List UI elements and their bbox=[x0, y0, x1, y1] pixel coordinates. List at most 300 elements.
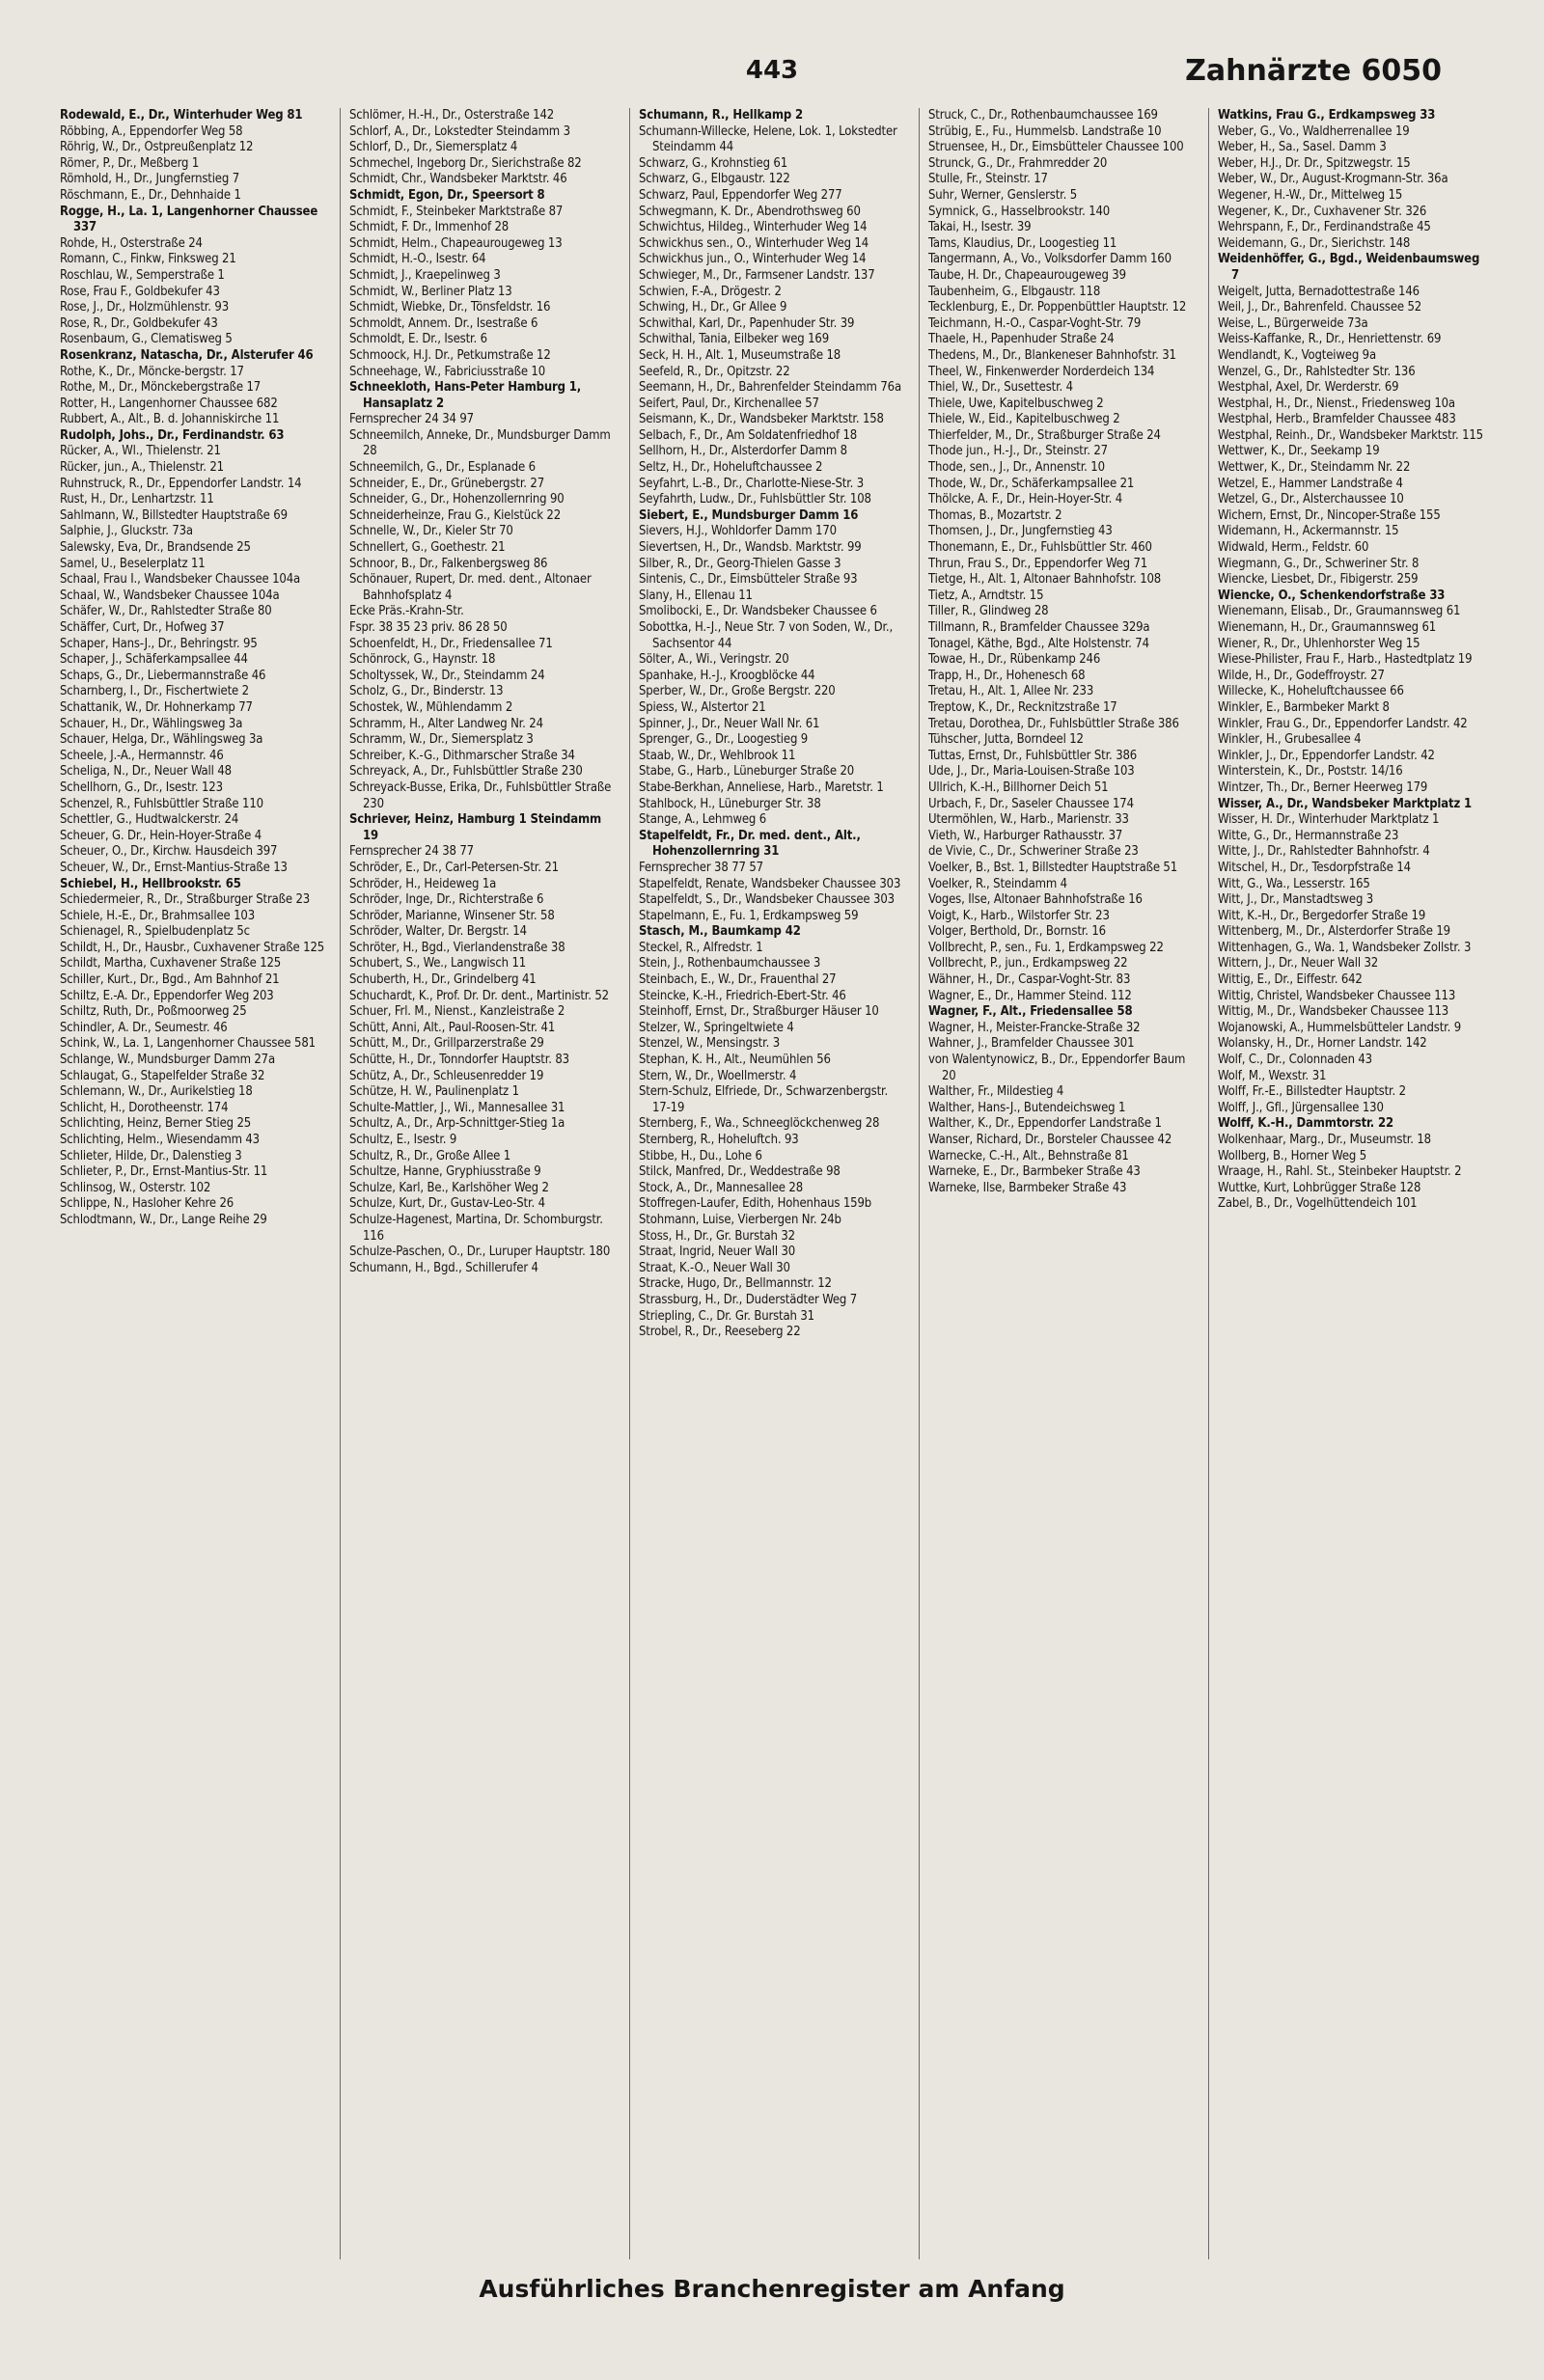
directory-entry: Voigt, K., Harb., Wilstorfer Str. 23 bbox=[928, 908, 1110, 923]
column-divider bbox=[629, 108, 630, 2259]
directory-entry: Schlieter, P., Dr., Ernst-Mantius-Str. 11 bbox=[60, 1164, 268, 1180]
directory-entry: Wettwer, K., Dr., Seekamp 19 bbox=[1218, 444, 1380, 459]
directory-entry: Weise, L., Bürgerweide 73a bbox=[1218, 315, 1368, 331]
directory-entry: Schwien, F.-A., Drögestr. 2 bbox=[639, 284, 782, 299]
directory-entry: Schumann, R., Hellkamp 2 bbox=[639, 108, 804, 123]
directory-entry: Stern-Schulz, Elfriede, Dr., Schwarzenbergstr. 17-19 bbox=[639, 1084, 889, 1115]
directory-entry: Schneehage, W., Fabriciusstraße 10 bbox=[349, 364, 546, 379]
directory-entry: Schwarz, Paul, Eppendorfer Weg 277 bbox=[639, 187, 842, 203]
directory-entry: Schostek, W., Mühlendamm 2 bbox=[349, 699, 513, 715]
directory-entry: Stabe-Berkhan, Anneliese, Harb., Maretstr. 1 bbox=[639, 780, 884, 795]
directory-entry: Wittenhagen, G., Wa. 1, Wandsbeker Zollstr. 3 bbox=[1218, 940, 1472, 955]
directory-entry: Witt, J., Dr., Manstadtsweg 3 bbox=[1218, 892, 1374, 908]
directory-entry: Weiss-Kaffanke, R., Dr., Henriettenstr. 69 bbox=[1218, 332, 1442, 347]
directory-entry: Wintzer, Th., Dr., Berner Heerweg 179 bbox=[1218, 780, 1428, 795]
directory-entry: Wähner, H., Dr., Caspar-Voght-Str. 83 bbox=[928, 972, 1131, 988]
directory-entry: Stracke, Hugo, Dr., Bellmannstr. 12 bbox=[639, 1276, 832, 1292]
directory-entry: Salewsky, Eva, Dr., Brandsende 25 bbox=[60, 540, 251, 556]
directory-entry: Sellhorn, H., Dr., Alsterdorfer Damm 8 bbox=[639, 444, 847, 459]
directory-entry: Schmoldt, E. Dr., Isestr. 6 bbox=[349, 332, 487, 347]
directory-entry: Stibbe, H., Du., Lohe 6 bbox=[639, 1148, 762, 1163]
directory-entry: Schlichting, Helm., Wiesendamm 43 bbox=[60, 1133, 260, 1147]
directory-entry: Smolibocki, E., Dr. Wandsbeker Chaussee 6 bbox=[639, 604, 877, 619]
directory-entry: Schröder, H., Heideweg 1a bbox=[349, 876, 497, 891]
directory-entry: Striepling, C., Dr. Gr. Burstah 31 bbox=[639, 1308, 814, 1324]
directory-entry: Fernsprecher 24 34 97 bbox=[349, 412, 474, 427]
directory-entry: Thomas, B., Mozartstr. 2 bbox=[928, 507, 1062, 523]
directory-entry: Schlorf, D., Dr., Siemersplatz 4 bbox=[349, 140, 518, 155]
directory-entry: Schmidt, Chr., Wandsbeker Marktstr. 46 bbox=[349, 172, 567, 187]
directory-entry: Thiele, W., Eid., Kapitelbuschweg 2 bbox=[928, 412, 1120, 427]
directory-entry: Schwithal, Karl, Dr., Papenhuder Str. 39 bbox=[639, 315, 855, 331]
directory-entry: Sperber, W., Dr., Große Bergstr. 220 bbox=[639, 684, 836, 699]
directory-entry: Westphal, Axel, Dr. Werderstr. 69 bbox=[1218, 380, 1399, 396]
directory-entry: Thölcke, A. F., Dr., Hein-Hoyer-Str. 4 bbox=[928, 492, 1122, 507]
directory-entry: Wolff, J., Gfl., Jürgensallee 130 bbox=[1218, 1100, 1384, 1115]
directory-entry: Voelker, R., Steindamm 4 bbox=[928, 876, 1067, 891]
directory-entry: Rudolph, Johs., Dr., Ferdinandstr. 63 bbox=[60, 427, 285, 443]
directory-entry: Wettwer, K., Dr., Steindamm Nr. 22 bbox=[1218, 460, 1411, 476]
directory-entry: Schönauer, Rupert, Dr. med. dent., Altonaer Bahnhofsplatz 4 bbox=[349, 572, 592, 603]
directory-entry: Schmidt, H.-O., Isestr. 64 bbox=[349, 252, 486, 267]
directory-entry: Stapelfeldt, Renate, Wandsbeker Chaussee 303 bbox=[639, 876, 901, 891]
directory-entry: Wetzel, G., Dr., Alsterchaussee 10 bbox=[1218, 492, 1404, 507]
directory-entry: Weil, J., Dr., Bahrenfeld. Chaussee 52 bbox=[1218, 300, 1422, 315]
directory-entry: Schiltz, Ruth, Dr., Poßmoorweg 25 bbox=[60, 1004, 247, 1020]
directory-entry: Schulze-Paschen, O., Dr., Luruper Hauptstr. 180 bbox=[349, 1245, 611, 1260]
directory-entry: Wegener, H.-W., Dr., Mittelweg 15 bbox=[1218, 187, 1403, 203]
directory-entry: Schnellert, G., Goethestr. 21 bbox=[349, 540, 506, 556]
section-title: Zahnärzte 6050 bbox=[1185, 54, 1442, 88]
directory-entry: Schaps, G., Dr., Liebermannstraße 46 bbox=[60, 668, 266, 683]
directory-entry: Schnelle, W., Dr., Kieler Str 70 bbox=[349, 524, 513, 539]
directory-entry: Winkler, J., Dr., Eppendorfer Landstr. 42 bbox=[1218, 748, 1435, 763]
directory-entry: Schwegmann, K. Dr., Abendrothsweg 60 bbox=[639, 204, 861, 219]
directory-entry: Schütt, M., Dr., Grillparzerstraße 29 bbox=[349, 1036, 544, 1052]
directory-entry: Thedens, M., Dr., Blankeneser Bahnhofstr. 31 bbox=[928, 347, 1176, 363]
directory-entry: Wiese-Philister, Frau F., Harb., Hastedtplatz 19 bbox=[1218, 652, 1473, 668]
directory-entry: Walther, Hans-J., Butendeichsweg 1 bbox=[928, 1100, 1126, 1115]
directory-entry: Wetzel, E., Hammer Landstraße 4 bbox=[1218, 476, 1403, 491]
directory-entry: Schneemilch, G., Dr., Esplanade 6 bbox=[349, 460, 536, 476]
directory-entry: Scholz, G., Dr., Binderstr. 13 bbox=[349, 684, 504, 699]
directory-entry: Wolff, K.-H., Dammtorstr. 22 bbox=[1218, 1116, 1393, 1132]
directory-entry: Schmoldt, Annem. Dr., Isestraße 6 bbox=[349, 315, 538, 331]
directory-entry: Thiele, Uwe, Kapitelbuschweg 2 bbox=[928, 396, 1104, 411]
directory-entry: Wittig, Christel, Wandsbeker Chaussee 113 bbox=[1218, 988, 1456, 1003]
directory-entry: Treptow, K., Dr., Recknitzstraße 17 bbox=[928, 699, 1117, 715]
directory-entry: Wolff, Fr.-E., Billstedter Hauptstr. 2 bbox=[1218, 1084, 1406, 1100]
directory-entry: Weidenhöffer, G., Bgd., Weidenbaumsweg 7 bbox=[1218, 252, 1480, 283]
directory-entry: Wittig, E., Dr., Eiffestr. 642 bbox=[1218, 972, 1363, 988]
directory-entry: Schmidt, F. Dr., Immenhof 28 bbox=[349, 220, 510, 235]
directory-entry: Widwald, Herm., Feldstr. 60 bbox=[1218, 540, 1369, 556]
directory-entry: Seismann, K., Dr., Wandsbeker Marktstr. 158 bbox=[639, 412, 884, 427]
directory-entry: Straat, Ingrid, Neuer Wall 30 bbox=[639, 1245, 796, 1260]
directory-entry: Symnick, G., Hasselbrookstr. 140 bbox=[928, 204, 1111, 219]
directory-entry: Schulte-Mattler, J., Wi., Mannesallee 31 bbox=[349, 1100, 565, 1115]
directory-entry: Stange, A., Lehmweg 6 bbox=[639, 812, 767, 828]
directory-entry: Schattanik, W., Dr. Hohnerkamp 77 bbox=[60, 699, 253, 715]
directory-entry: Rohde, H., Osterstraße 24 bbox=[60, 235, 203, 251]
directory-entry: Westphal, Herb., Bramfelder Chaussee 483 bbox=[1218, 412, 1456, 427]
directory-entry: Wichern, Ernst, Dr., Nincoper-Straße 155 bbox=[1218, 507, 1441, 523]
directory-entry: Weidemann, G., Dr., Sierichstr. 148 bbox=[1218, 235, 1411, 251]
directory-entry: Winkler, E., Barmbeker Markt 8 bbox=[1218, 699, 1390, 715]
directory-entry: Wilde, H., Dr., Godeffroystr. 27 bbox=[1218, 668, 1385, 683]
directory-entry: Schnoor, B., Dr., Falkenbergsweg 86 bbox=[349, 556, 548, 571]
directory-entry: Schwickhus sen., O., Winterhuder Weg 14 bbox=[639, 235, 869, 251]
directory-entry: Schütt, Anni, Alt., Paul-Roosen-Str. 41 bbox=[349, 1020, 556, 1035]
directory-entry: Thomsen, J., Dr., Jungfernstieg 43 bbox=[928, 524, 1113, 539]
directory-entry: Schneider, E., Dr., Grünebergstr. 27 bbox=[349, 476, 544, 491]
directory-entry: Schlemann, W., Dr., Aurikelstieg 18 bbox=[60, 1084, 253, 1100]
directory-entry: Schmidt, Helm., Chapeaurougeweg 13 bbox=[349, 235, 563, 251]
directory-entry: Wahner, J., Bramfelder Chaussee 301 bbox=[928, 1036, 1135, 1052]
directory-entry: Takai, H., Isestr. 39 bbox=[928, 220, 1032, 235]
directory-entry: Spiess, W., Alstertor 21 bbox=[639, 699, 766, 715]
directory-entry: Rubbert, A., Alt., B. d. Johanniskirche 11 bbox=[60, 412, 280, 427]
directory-entry: Wolansky, H., Dr., Horner Landstr. 142 bbox=[1218, 1036, 1427, 1052]
directory-entry: Schröder, Inge, Dr., Richterstraße 6 bbox=[349, 892, 544, 908]
directory-entry: Steinhoff, Ernst, Dr., Straßburger Häuser 10 bbox=[639, 1004, 879, 1020]
directory-entry: Romann, C., Finkw, Finksweg 21 bbox=[60, 252, 236, 267]
directory-entry: Schauer, H., Dr., Wählingsweg 3a bbox=[60, 716, 243, 731]
directory-entry: Wraage, H., Rahl. St., Steinbeker Hauptstr. 2 bbox=[1218, 1164, 1462, 1180]
directory-entry: Wolkenhaar, Marg., Dr., Museumstr. 18 bbox=[1218, 1133, 1431, 1147]
directory-entry: Schulze, Karl, Be., Karlshöher Weg 2 bbox=[349, 1180, 549, 1195]
directory-entry: Schlange, W., Mundsburger Damm 27a bbox=[60, 1053, 275, 1068]
directory-entry: Schmidt, F., Steinbeker Marktstraße 87 bbox=[349, 204, 564, 219]
directory-entry: Wuttke, Kurt, Lohbrügger Straße 128 bbox=[1218, 1180, 1421, 1195]
directory-entry: Roschlau, W., Semperstraße 1 bbox=[60, 267, 225, 283]
directory-entry: Scheele, J.-A., Hermannstr. 46 bbox=[60, 748, 224, 763]
directory-entry: Wolf, C., Dr., Colonnaden 43 bbox=[1218, 1053, 1372, 1068]
directory-entry: Stapelmann, E., Fu. 1, Erdkampsweg 59 bbox=[639, 908, 859, 923]
directory-entry: Seck, H. H., Alt. 1, Museumstraße 18 bbox=[639, 347, 841, 363]
directory-entry: Watkins, Frau G., Erdkampsweg 33 bbox=[1218, 108, 1436, 123]
directory-entry: Schettler, G., Hudtwalckerstr. 24 bbox=[60, 812, 239, 828]
directory-entry: Tietz, A., Arndtstr. 15 bbox=[928, 588, 1044, 603]
directory-entry: Schütz, A., Dr., Schleusenredder 19 bbox=[349, 1068, 544, 1083]
directory-entry: Römhold, H., Dr., Jungfernstieg 7 bbox=[60, 172, 239, 187]
directory-entry: Rotter, H., Langenhorner Chaussee 682 bbox=[60, 396, 278, 411]
directory-entry: Sievers, H.J., Wohldorfer Damm 170 bbox=[639, 524, 837, 539]
directory-entry: Fernsprecher 38 77 57 bbox=[639, 860, 763, 875]
directory-entry: Slany, H., Ellenau 11 bbox=[639, 588, 753, 603]
directory-entry: Röhrig, W., Dr., Ostpreußenplatz 12 bbox=[60, 140, 254, 155]
directory-entry: Stoffregen-Laufer, Edith, Hohenhaus 159b bbox=[639, 1196, 872, 1212]
directory-entry: Schneider, G., Dr., Hohenzollernring 90 bbox=[349, 492, 565, 507]
directory-entry: Weber, W., Dr., August-Krogmann-Str. 36a bbox=[1218, 172, 1448, 187]
directory-entry: Schröder, Marianne, Winsener Str. 58 bbox=[349, 908, 555, 923]
directory-entry: Utermöhlen, W., Harb., Marienstr. 33 bbox=[928, 812, 1129, 828]
directory-entry: Rosenbaum, G., Clematisweg 5 bbox=[60, 332, 233, 347]
directory-entry: Suhr, Werner, Genslerstr. 5 bbox=[928, 187, 1078, 203]
directory-entry: Schiele, H.-E., Dr., Brahmsallee 103 bbox=[60, 908, 255, 923]
directory-entry: Tiller, R., Glindweg 28 bbox=[928, 604, 1049, 619]
directory-entry: Schumann-Willecke, Helene, Lok. 1, Lokstedter Steindamm 44 bbox=[639, 123, 897, 155]
directory-entry: Schmoock, H.J. Dr., Petkumstraße 12 bbox=[349, 347, 551, 363]
directory-entry: Strassburg, H., Dr., Duderstädter Weg 7 bbox=[639, 1292, 858, 1307]
column-divider bbox=[919, 108, 920, 2259]
directory-entry: Ude, J., Dr., Maria-Louisen-Straße 103 bbox=[928, 764, 1135, 780]
directory-entry: Wiener, R., Dr., Uhlenhorster Weg 15 bbox=[1218, 636, 1420, 651]
directory-entry: Schienagel, R., Spielbudenplatz 5c bbox=[60, 924, 250, 940]
directory-entry: Schlorf, A., Dr., Lokstedter Steindamm 3 bbox=[349, 123, 570, 139]
directory-entry: Spinner, J., Dr., Neuer Wall Nr. 61 bbox=[639, 716, 820, 731]
directory-entry: Schlaugat, G., Stapelfelder Straße 32 bbox=[60, 1068, 265, 1083]
directory-entry: Schuberth, H., Dr., Grindelberg 41 bbox=[349, 972, 537, 988]
directory-entry: Wegener, K., Dr., Cuxhavener Str. 326 bbox=[1218, 204, 1427, 219]
directory-entry: Weigelt, Jutta, Bernadottestraße 146 bbox=[1218, 284, 1420, 299]
directory-entry: Strobel, R., Dr., Reeseberg 22 bbox=[639, 1325, 801, 1340]
directory-entry: Schmidt, W., Berliner Platz 13 bbox=[349, 284, 512, 299]
directory-entry: Walther, Fr., Mildestieg 4 bbox=[928, 1084, 1064, 1100]
directory-entry: Theel, W., Finkenwerder Norderdeich 134 bbox=[928, 364, 1155, 379]
directory-entry: Schaper, J., Schäferkampsallee 44 bbox=[60, 652, 248, 668]
directory-entry: Vieth, W., Harburger Rathausstr. 37 bbox=[928, 828, 1123, 843]
directory-entry: Schindler, A. Dr., Seumestr. 46 bbox=[60, 1020, 228, 1035]
directory-entry: Rose, J., Dr., Holzmühlenstr. 93 bbox=[60, 300, 229, 315]
directory-entry: Schneekloth, Hans-Peter Hamburg 1, Hansaplatz 2 bbox=[349, 380, 582, 411]
directory-entry: Thierfelder, M., Dr., Straßburger Straße 24 bbox=[928, 427, 1161, 443]
directory-entry: Sternberg, F., Wa., Schneeglöckchenweg 28 bbox=[639, 1116, 880, 1132]
directory-entry: Walther, K., Dr., Eppendorfer Landstraße 1 bbox=[928, 1116, 1162, 1132]
directory-entry: Rücker, jun., A., Thielenstr. 21 bbox=[60, 460, 224, 476]
directory-entry: Ruhnstruck, R., Dr., Eppendorfer Landstr. 14 bbox=[60, 476, 302, 491]
directory-entry: Schönrock, G., Haynstr. 18 bbox=[349, 652, 496, 668]
directory-entry: Schultze, Hanne, Gryphiusstraße 9 bbox=[349, 1164, 541, 1180]
page-footer: Ausführliches Branchenregister am Anfang bbox=[479, 2275, 1065, 2303]
directory-entry: Schaal, W., Wandsbeker Chaussee 104a bbox=[60, 588, 280, 603]
directory-entry: Wittern, J., Dr., Neuer Wall 32 bbox=[1218, 956, 1379, 971]
directory-entry: Silber, R., Dr., Georg-Thielen Gasse 3 bbox=[639, 556, 841, 571]
directory-entry: Rust, H., Dr., Lenhartzstr. 11 bbox=[60, 492, 214, 507]
directory-entry: Schlippe, N., Hasloher Kehre 26 bbox=[60, 1196, 234, 1212]
directory-entry: Wehrspann, F., Dr., Ferdinandstraße 45 bbox=[1218, 220, 1431, 235]
directory-entry: Schildt, H., Dr., Hausbr., Cuxhavener Straße 125 bbox=[60, 940, 325, 955]
listing-column bbox=[349, 108, 616, 2269]
listing-column bbox=[60, 108, 326, 2269]
directory-entry: Stock, A., Dr., Mannesallee 28 bbox=[639, 1180, 803, 1195]
directory-entry: Rothe, K., Dr., Möncke-bergstr. 17 bbox=[60, 364, 244, 379]
directory-entry: Wagner, E., Dr., Hammer Steind. 112 bbox=[928, 988, 1132, 1003]
directory-entry: Widemann, H., Ackermannstr. 15 bbox=[1218, 524, 1399, 539]
directory-entry: Steckel, R., Alfredstr. 1 bbox=[639, 940, 763, 955]
directory-entry: Schultz, A., Dr., Arp-Schnittger-Stieg 1a bbox=[349, 1116, 565, 1132]
directory-entry: Schmidt, Wiebke, Dr., Tönsfeldstr. 16 bbox=[349, 300, 551, 315]
directory-entry: Volger, Berthold, Dr., Bornstr. 16 bbox=[928, 924, 1106, 940]
page-header bbox=[0, 0, 1544, 96]
directory-entry: Urbach, F., Dr., Saseler Chaussee 174 bbox=[928, 796, 1134, 811]
directory-entry: Schulze, Kurt, Dr., Gustav-Leo-Str. 4 bbox=[349, 1196, 545, 1212]
directory-entry: Tillmann, R., Bramfelder Chaussee 329a bbox=[928, 620, 1150, 635]
directory-entry: Thiel, W., Dr., Susettestr. 4 bbox=[928, 380, 1073, 396]
listing-column bbox=[639, 108, 905, 2269]
directory-entry: Stilck, Manfred, Dr., Weddestraße 98 bbox=[639, 1164, 841, 1180]
directory-entry: Tietge, H., Alt. 1, Altonaer Bahnhofstr. 108 bbox=[928, 572, 1162, 588]
directory-entry: Tonagel, Käthe, Bgd., Alte Holstenstr. 74 bbox=[928, 636, 1149, 651]
directory-entry: Schäfer, W., Dr., Rahlstedter Straße 80 bbox=[60, 604, 272, 619]
directory-entry: Scheuer, G. Dr., Hein-Hoyer-Straße 4 bbox=[60, 828, 262, 843]
directory-entry: Willecke, K., Hoheluftchaussee 66 bbox=[1218, 684, 1404, 699]
directory-entry: Sternberg, R., Hoheluftch. 93 bbox=[639, 1133, 799, 1147]
directory-entry: Schwing, H., Dr., Gr Allee 9 bbox=[639, 300, 787, 315]
directory-entry: Stephan, K. H., Alt., Neumühlen 56 bbox=[639, 1053, 831, 1068]
directory-entry: Stein, J., Rothenbaumchaussee 3 bbox=[639, 956, 821, 971]
directory-entry: Schumann, H., Bgd., Schillerufer 4 bbox=[349, 1260, 538, 1275]
directory-entry: Schlodtmann, W., Dr., Lange Reihe 29 bbox=[60, 1212, 267, 1227]
directory-entry: Voelker, B., Bst. 1, Billstedter Hauptstraße 51 bbox=[928, 860, 1178, 875]
directory-entry: Schwichtus, Hildeg., Winterhuder Weg 14 bbox=[639, 220, 868, 235]
directory-entry: Schreyack, A., Dr., Fuhlsbüttler Straße 230 bbox=[349, 764, 583, 780]
directory-entry: Witschel, H., Dr., Tesdorpfstraße 14 bbox=[1218, 860, 1411, 875]
directory-entry: Schwarz, G., Elbgaustr. 122 bbox=[639, 172, 790, 187]
directory-entry: Wienemann, Elisab., Dr., Graumannsweg 61 bbox=[1218, 604, 1461, 619]
directory-entry: Stelzer, W., Springeltwiete 4 bbox=[639, 1020, 794, 1035]
directory-entry: Schiller, Kurt., Dr., Bgd., Am Bahnhof 21 bbox=[60, 972, 280, 988]
directory-entry: Tretau, H., Alt. 1, Allee Nr. 233 bbox=[928, 684, 1094, 699]
directory-entry: Seifert, Paul, Dr., Kirchenallee 57 bbox=[639, 396, 819, 411]
directory-entry: Wiencke, Liesbet, Dr., Fibigerstr. 259 bbox=[1218, 572, 1419, 588]
directory-entry: Schlicht, H., Dorotheenstr. 174 bbox=[60, 1100, 229, 1115]
directory-entry: Warnecke, C.-H., Alt., Behnstraße 81 bbox=[928, 1148, 1129, 1163]
directory-entry: Weber, H., Sa., Sasel. Damm 3 bbox=[1218, 140, 1387, 155]
directory-entry: Schmidt, J., Kraepelinweg 3 bbox=[349, 267, 501, 283]
directory-entry: Stoss, H., Dr., Gr. Burstah 32 bbox=[639, 1228, 795, 1244]
directory-entry: Taubenheim, G., Elbgaustr. 118 bbox=[928, 284, 1101, 299]
directory-entry: Seyfahrt, L.-B., Dr., Charlotte-Niese-Str. 3 bbox=[639, 476, 865, 491]
directory-entry: Schwickhus jun., O., Winterhuder Weg 14 bbox=[639, 252, 867, 267]
directory-entry: Thode, W., Dr., Schäferkampsallee 21 bbox=[928, 476, 1135, 491]
directory-entry: Wisser, H. Dr., Winterhuder Marktplatz 1 bbox=[1218, 812, 1440, 828]
directory-entry: Rodewald, E., Dr., Winterhuder Weg 81 bbox=[60, 108, 303, 123]
directory-entry: Warneke, Ilse, Barmbeker Straße 43 bbox=[928, 1180, 1127, 1195]
directory-entry: Steincke, K.-H., Friedrich-Ebert-Str. 46 bbox=[639, 988, 846, 1003]
directory-entry: Thode jun., H.-J., Dr., Steinstr. 27 bbox=[928, 444, 1108, 459]
directory-entry: Schmechel, Ingeborg Dr., Sierichstraße 82 bbox=[349, 155, 582, 171]
directory-entry: Voges, Ilse, Altonaer Bahnhofstraße 16 bbox=[928, 892, 1143, 908]
directory-entry: Steinbach, E., W., Dr., Frauenthal 27 bbox=[639, 972, 837, 988]
directory-entry: Sintenis, C., Dr., Eimsbütteler Straße 93 bbox=[639, 572, 858, 588]
column-divider bbox=[340, 108, 341, 2259]
directory-entry: Trapp, H., Dr., Hohenesch 68 bbox=[928, 668, 1086, 683]
listing-columns bbox=[60, 108, 1486, 2269]
directory-entry: Tangermann, A., Vo., Volksdorfer Damm 160 bbox=[928, 252, 1172, 267]
directory-entry: Wagner, F., Alt., Friedensallee 58 bbox=[928, 1004, 1133, 1020]
directory-entry: Wittig, M., Dr., Wandsbeker Chaussee 113 bbox=[1218, 1004, 1449, 1020]
directory-entry: Schultz, E., Isestr. 9 bbox=[349, 1133, 457, 1147]
directory-entry: Stern, W., Dr., Woellmerstr. 4 bbox=[639, 1068, 797, 1083]
directory-entry: Schoenfeldt, H., Dr., Friedensallee 71 bbox=[349, 636, 553, 651]
directory-entry: Scheliga, N., Dr., Neuer Wall 48 bbox=[60, 764, 232, 780]
directory-entry: Schellhorn, G., Dr., Isestr. 123 bbox=[60, 780, 223, 795]
directory-entry: Witte, G., Dr., Hermannstraße 23 bbox=[1218, 828, 1399, 843]
directory-entry: von Walentynowicz, B., Dr., Eppendorfer Baum 20 bbox=[928, 1053, 1186, 1083]
directory-entry: Schütze, H. W., Paulinenplatz 1 bbox=[349, 1084, 519, 1100]
directory-entry: Weber, H.J., Dr. Dr., Spitzwegstr. 15 bbox=[1218, 155, 1411, 171]
directory-entry: Schiedermeier, R., Dr., Straßburger Straße 23 bbox=[60, 892, 311, 908]
directory-entry: Schulze-Hagenest, Martina, Dr. Schomburgstr. 116 bbox=[349, 1212, 603, 1244]
directory-entry: Wolf, M., Wexstr. 31 bbox=[1218, 1068, 1327, 1083]
directory-entry: Römer, P., Dr., Meßberg 1 bbox=[60, 155, 200, 171]
directory-entry: Wollberg, B., Horner Weg 5 bbox=[1218, 1148, 1367, 1163]
directory-entry: Schneiderheinze, Frau G., Kielstück 22 bbox=[349, 507, 562, 523]
directory-entry: Wojanowski, A., Hummelsbütteler Landstr. 9 bbox=[1218, 1020, 1462, 1035]
directory-entry: Schubert, S., We., Langwisch 11 bbox=[349, 956, 527, 971]
directory-entry: Wagner, H., Meister-Francke-Straße 32 bbox=[928, 1020, 1141, 1035]
directory-entry: Selbach, F., Dr., Am Soldatenfriedhof 18 bbox=[639, 427, 858, 443]
directory-entry: Sprenger, G., Dr., Loogestieg 9 bbox=[639, 732, 809, 748]
listing-column bbox=[1218, 108, 1484, 2269]
directory-entry: Salphie, J., Gluckstr. 73a bbox=[60, 524, 193, 539]
directory-entry: Tuttas, Ernst, Dr., Fuhlsbüttler Str. 386 bbox=[928, 748, 1138, 763]
directory-entry: Struck, C., Dr., Rothenbaumchaussee 169 bbox=[928, 108, 1158, 123]
directory-entry: Röschmann, E., Dr., Dehnhaide 1 bbox=[60, 187, 241, 203]
directory-entry: Weber, G., Vo., Waldherrenallee 19 bbox=[1218, 123, 1410, 139]
directory-entry: Schriever, Heinz, Hamburg 1 Steindamm 19 bbox=[349, 812, 602, 843]
directory-entry: Tühscher, Jutta, Borndeel 12 bbox=[928, 732, 1084, 748]
directory-entry: Thaele, H., Papenhuder Straße 24 bbox=[928, 332, 1115, 347]
directory-entry: Struensee, H., Dr., Eimsbütteler Chaussee 100 bbox=[928, 140, 1184, 155]
directory-entry: Wiegmann, G., Dr., Schweriner Str. 8 bbox=[1218, 556, 1420, 571]
column-divider bbox=[1208, 108, 1209, 2259]
directory-entry: Rothe, M., Dr., Mönckebergstraße 17 bbox=[60, 380, 262, 396]
directory-entry: Westphal, Reinh., Dr., Wandsbeker Marktstr. 115 bbox=[1218, 427, 1483, 443]
directory-entry: Schütte, H., Dr., Tonndorfer Hauptstr. 83 bbox=[349, 1053, 569, 1068]
directory-entry: Tecklenburg, E., Dr. Poppenbüttler Hauptstr. 12 bbox=[928, 300, 1187, 315]
directory-entry: Schröder, E., Dr., Carl-Petersen-Str. 21 bbox=[349, 860, 559, 875]
directory-entry: Strunck, G., Dr., Frahmredder 20 bbox=[928, 155, 1108, 171]
directory-entry: Sobottka, H.-J., Neue Str. 7 von Soden, W., Dr., Sachsentor 44 bbox=[639, 620, 894, 651]
directory-entry: Sölter, A., Wi., Veringstr. 20 bbox=[639, 652, 789, 668]
directory-entry: Vollbrecht, P., jun., Erdkampsweg 22 bbox=[928, 956, 1128, 971]
directory-entry: Siebert, E., Mundsburger Damm 16 bbox=[639, 507, 859, 523]
directory-entry: Taube, H. Dr., Chapeaurougeweg 39 bbox=[928, 267, 1126, 283]
directory-entry: Seefeld, R., Dr., Opitzstr. 22 bbox=[639, 364, 790, 379]
directory-entry: Schuchardt, K., Prof. Dr. Dr. dent., Martinistr. 52 bbox=[349, 988, 609, 1003]
directory-entry: Schink, W., La. 1, Langenhorner Chaussee 581 bbox=[60, 1036, 316, 1052]
directory-entry: Tretau, Dorothea, Dr., Fuhlsbüttler Straße 386 bbox=[928, 716, 1179, 731]
directory-entry: Stohmann, Luise, Vierbergen Nr. 24b bbox=[639, 1212, 841, 1227]
directory-entry: Schramm, H., Alter Landweg Nr. 24 bbox=[349, 716, 543, 731]
directory-entry: de Vivie, C., Dr., Schweriner Straße 23 bbox=[928, 844, 1139, 860]
directory-entry: Schreiber, K.-G., Dithmarscher Straße 34 bbox=[349, 748, 575, 763]
directory-entry: Witt, K.-H., Dr., Bergedorfer Straße 19 bbox=[1218, 908, 1426, 923]
directory-entry: Towae, H., Dr., Rübenkamp 246 bbox=[928, 652, 1101, 668]
directory-entry: Seemann, H., Dr., Bahrenfelder Steindamm 76a bbox=[639, 380, 901, 396]
directory-entry: Schäffer, Curt, Dr., Hofweg 37 bbox=[60, 620, 225, 635]
directory-entry: Ullrich, K.-H., Billhorner Deich 51 bbox=[928, 780, 1109, 795]
directory-entry: Zabel, B., Dr., Vogelhüttendeich 101 bbox=[1218, 1196, 1418, 1212]
directory-entry: Schramm, W., Dr., Siemersplatz 3 bbox=[349, 732, 534, 748]
directory-entry: Schildt, Martha, Cuxhavener Straße 125 bbox=[60, 956, 282, 971]
directory-entry: Straat, K.-O., Neuer Wall 30 bbox=[639, 1260, 790, 1275]
directory-entry: Winterstein, K., Dr., Poststr. 14/16 bbox=[1218, 764, 1403, 780]
directory-entry: Schneemilch, Anneke, Dr., Mundsburger Damm 28 bbox=[349, 427, 611, 459]
directory-entry: Wittenberg, M., Dr., Alsterdorfer Straße 19 bbox=[1218, 924, 1450, 940]
directory-entry: Stahlbock, H., Lüneburger Str. 38 bbox=[639, 796, 821, 811]
directory-entry: Rosenkranz, Natascha, Dr., Alsterufer 46 bbox=[60, 347, 314, 363]
directory-entry: Sievertsen, H., Dr., Wandsb. Marktstr. 99 bbox=[639, 540, 862, 556]
directory-entry: Thode, sen., J., Dr., Annenstr. 10 bbox=[928, 460, 1105, 476]
directory-entry: Teichmann, H.-O., Caspar-Voght-Str. 79 bbox=[928, 315, 1142, 331]
directory-entry: Seyfahrth, Ludw., Dr., Fuhlsbüttler Str. 108 bbox=[639, 492, 871, 507]
directory-entry: Vollbrecht, P., sen., Fu. 1, Erdkampsweg 22 bbox=[928, 940, 1164, 955]
directory-entry: Stapelfeldt, Fr., Dr. med. dent., Alt., Hohenzollernring 31 bbox=[639, 828, 861, 860]
listing-column bbox=[928, 108, 1195, 2269]
